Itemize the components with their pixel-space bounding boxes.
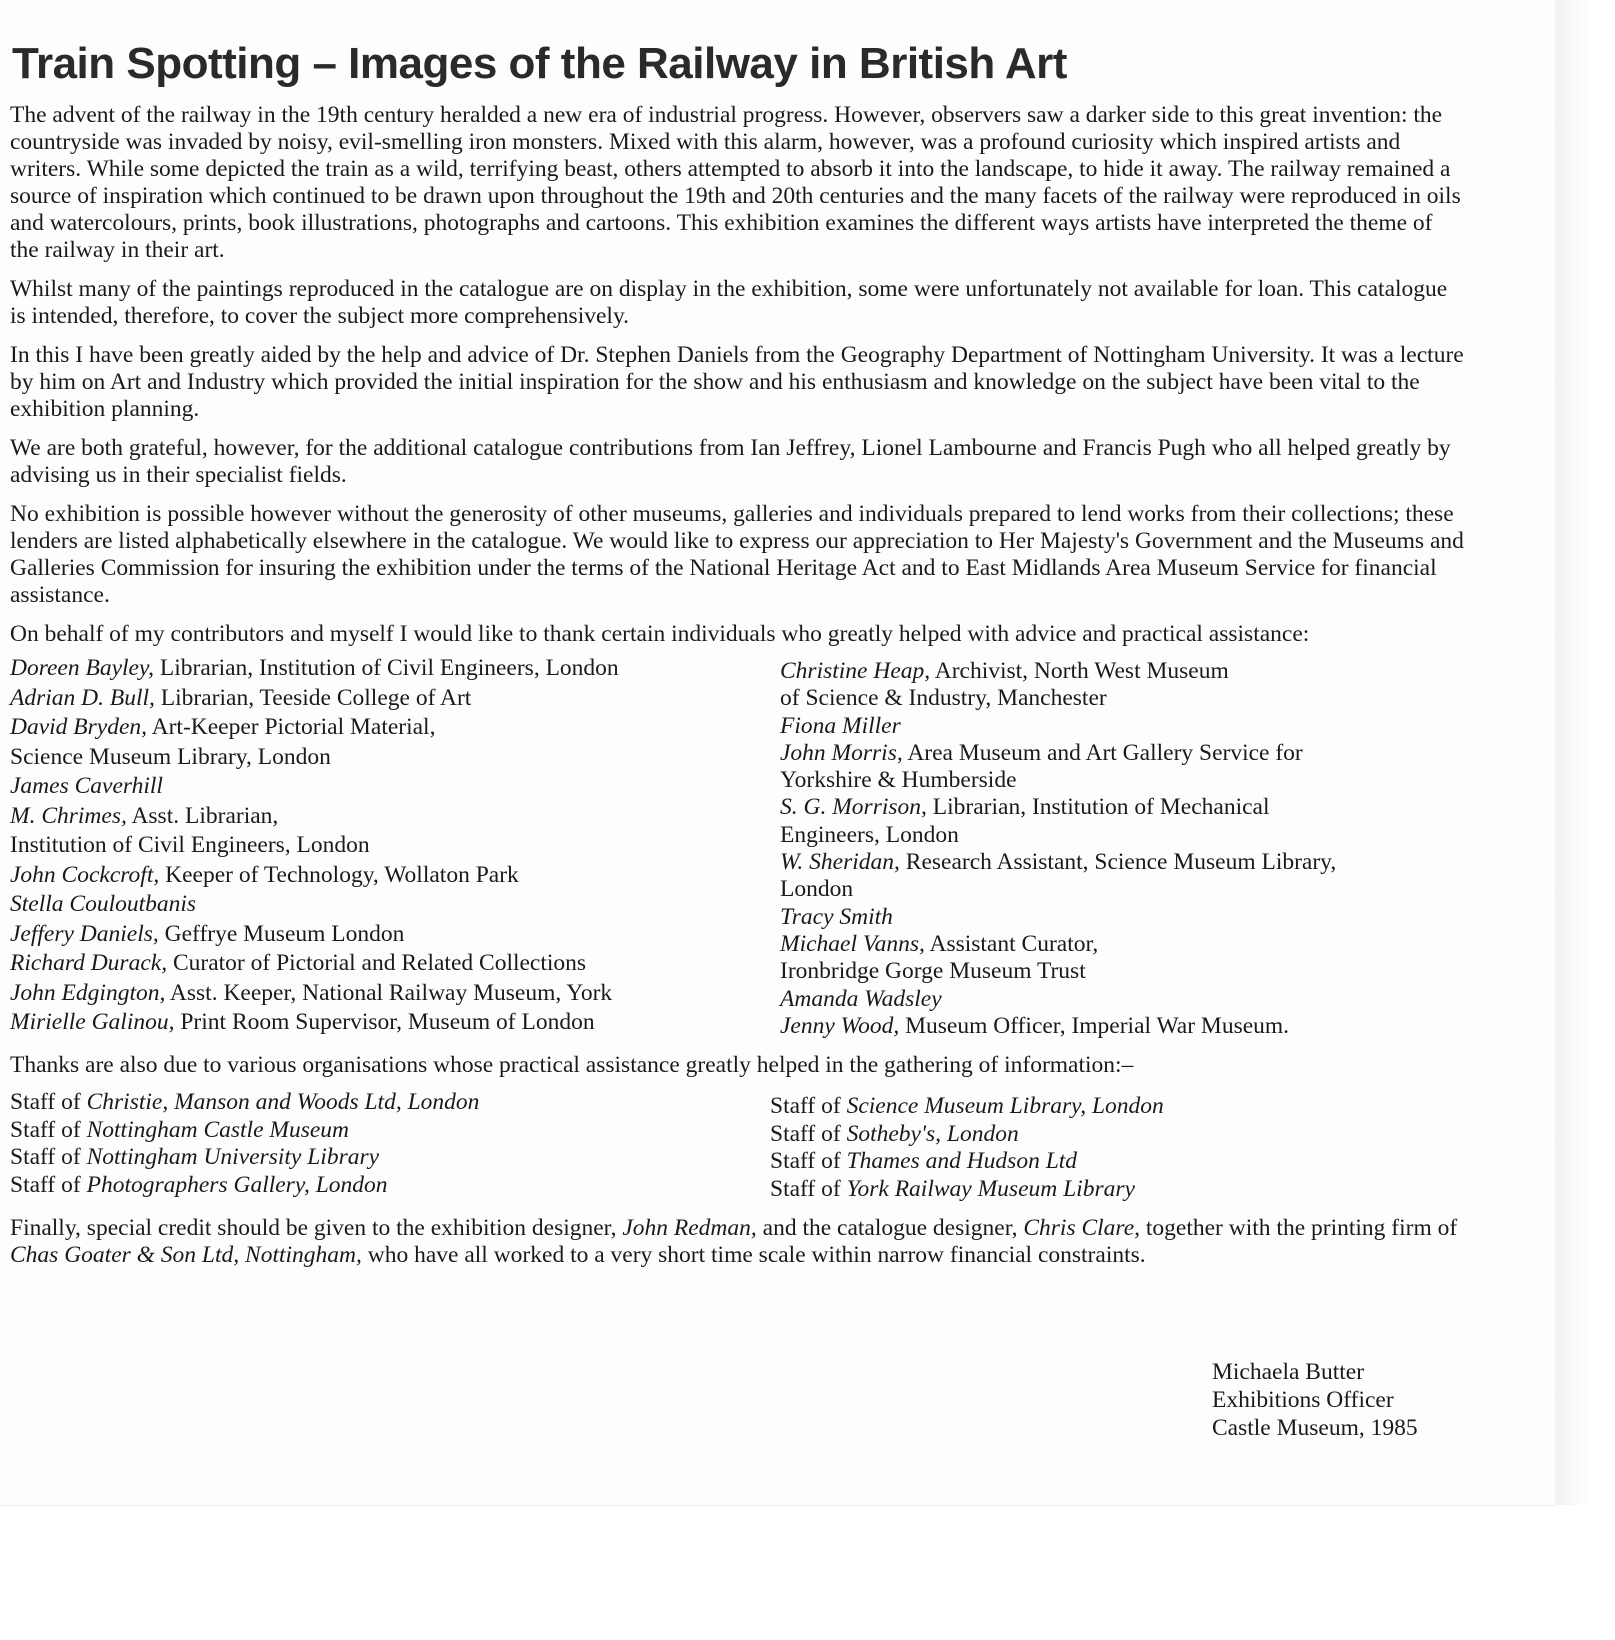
acknowledgement-entry bbox=[780, 685, 1465, 712]
organisation-name: Christie, Manson and Woods Ltd, London bbox=[86, 1089, 480, 1116]
person-name: Doreen Bayley, bbox=[10, 655, 154, 681]
acknowledgement-entry bbox=[780, 658, 1465, 685]
acknowledgement-entry bbox=[780, 958, 1465, 985]
individuals-left-column bbox=[10, 654, 780, 1040]
acknowledgement-entry bbox=[780, 931, 1465, 958]
staff-prefix: Staff of bbox=[10, 1171, 87, 1198]
acknowledgement-entry bbox=[10, 890, 780, 920]
individuals-left-list bbox=[10, 654, 780, 1038]
contributors-paragraph: We are both grateful, however, for the additional catalogue contributions from Ian Jeffrey, Lionel Lambourne and Francis Pugh who all helped greatly by advising us in their specialist fields. bbox=[10, 435, 1451, 488]
person-role: Archivist, North West Museum bbox=[930, 658, 1229, 684]
individuals-right-column bbox=[780, 654, 1465, 1040]
acknowledgement-entry bbox=[10, 920, 780, 950]
acknowledgement-entry bbox=[780, 794, 1465, 821]
organisations-left-list bbox=[10, 1089, 770, 1199]
organisation-entry bbox=[770, 1121, 1455, 1149]
person-name: M. Chrimes, bbox=[10, 802, 127, 829]
person-role: Geffrye Museum London bbox=[158, 920, 405, 947]
signature-block bbox=[1212, 1358, 1418, 1442]
staff-prefix: Staff of bbox=[10, 1116, 87, 1143]
acknowledgement-entry bbox=[10, 861, 780, 891]
person-name: Amanda Wadsley bbox=[780, 985, 942, 1012]
acknowledgement-entry bbox=[10, 979, 780, 1009]
organisation-entry bbox=[770, 1093, 1455, 1121]
acknowledgement-entry bbox=[10, 802, 780, 832]
person-name: W. Sheridan, bbox=[780, 849, 900, 876]
person-role: Asst. Librarian, bbox=[126, 802, 279, 829]
organisations-columns bbox=[10, 1089, 1465, 1203]
acknowledgement-entry bbox=[10, 831, 780, 861]
person-role: London bbox=[780, 876, 854, 903]
staff-prefix: Staff of bbox=[10, 1089, 87, 1116]
person-role: Yorkshire & Humberside bbox=[780, 767, 1017, 794]
person-name: Christine Heap, bbox=[780, 658, 931, 684]
thanks-intro-paragraph: On behalf of my contributors and myself I would like to thank certain individuals who greatly helped with advice and practical assistance: bbox=[10, 621, 1310, 647]
person-role: Assistant Curator, bbox=[924, 930, 1099, 957]
loan-paragraph: Whilst many of the paintings reproduced in the catalogue are on display in the exhibition, some were unfortunately not available for loan. This catalogue is intended, therefore, to cover the subject more comprehensively. bbox=[10, 276, 1448, 329]
page-spine-shadow bbox=[1555, 0, 1615, 1505]
staff-prefix: Staff of bbox=[770, 1093, 847, 1120]
organisation-entry bbox=[10, 1144, 770, 1172]
intro-paragraph: The advent of the railway in the 19th century heralded a new era of industrial progress. However, observers saw a darker side to this great invention: the countryside was invaded by noisy, evil-smelling iron monsters. Mixed with this alarm, however, was a profound curiosity which inspired artists and writers. While some depicted the train as a wild, terrifying beast, others attempted to absorb it into the landscape, to hide it away. The railway remained a source of inspiration which continued to be drawn upon throughout the 19th and 20th centuries and the many facets of the railway were reproduced in oils and watercolours, prints, book illustrations, photographs and cartoons. This exhibition examines the different ways artists have interpreted the theme of the railway in their art. bbox=[10, 102, 1461, 263]
page-content bbox=[10, 36, 1465, 1281]
acknowledgement-entry bbox=[780, 767, 1465, 794]
acknowledgement-entry bbox=[780, 904, 1465, 931]
person-name: Jenny Wood, bbox=[780, 1012, 900, 1039]
lenders-paragraph: No exhibition is possible however without the generosity of other museums, galleries and individuals prepared to lend works from their collections; these lenders are listed alphabetically elsewhere in the catalogue. We would like to express our appreciation to Her Majesty's Government and the Museums and Galleries Commission for insuring the exhibition under the terms of the National Heritage Act and to East Midlands Area Museum Service for financial assistance. bbox=[10, 501, 1464, 608]
person-name: Richard Durack, bbox=[10, 950, 168, 976]
person-role: of Science & Industry, Manchester bbox=[780, 685, 1107, 712]
acknowledgement-entry bbox=[780, 876, 1465, 903]
staff-prefix: Staff of bbox=[770, 1175, 847, 1202]
organisation-name: Science Museum Library, London bbox=[846, 1093, 1164, 1120]
organisation-name: Sotheby's, London bbox=[846, 1120, 1019, 1147]
acknowledgement-entry bbox=[10, 949, 780, 979]
organisation-entry bbox=[770, 1176, 1455, 1204]
person-role: Print Room Supervisor, Museum of London bbox=[174, 1009, 595, 1035]
acknowledgement-entry bbox=[10, 743, 780, 773]
organisations-left-column bbox=[10, 1089, 770, 1203]
organisation-name: Nottingham University Library bbox=[86, 1144, 380, 1171]
person-name: Mirielle Galinou, bbox=[10, 1009, 175, 1035]
credits-text-2: and the catalogue designer, bbox=[756, 1215, 1024, 1242]
acknowledgement-entry bbox=[780, 822, 1465, 849]
organisation-entry bbox=[10, 1117, 770, 1145]
catalogue-designer-name: Chris Clare, bbox=[1023, 1215, 1141, 1242]
person-role: Institution of Civil Engineers, London bbox=[10, 832, 370, 858]
person-role: Keeper of Technology, Wollaton Park bbox=[159, 861, 519, 888]
person-name: S. G. Morrison, bbox=[780, 794, 927, 821]
acknowledgement-entry bbox=[10, 772, 780, 802]
person-name: Jeffery Daniels, bbox=[10, 920, 159, 947]
acknowledgement-entry bbox=[780, 713, 1465, 740]
signature-title: Exhibitions Officer bbox=[1212, 1387, 1394, 1413]
acknowledgement-entry bbox=[780, 986, 1465, 1013]
organisation-entry bbox=[770, 1148, 1455, 1176]
acknowledgement-entry bbox=[10, 684, 780, 714]
person-name: John Cockcroft, bbox=[10, 861, 160, 888]
person-role: Ironbridge Gorge Museum Trust bbox=[780, 958, 1086, 985]
staff-prefix: Staff of bbox=[770, 1148, 847, 1175]
advisor-paragraph: In this I have been greatly aided by the help and advice of Dr. Stephen Daniels from the Geography Department of Nottingham University. It was a lecture by him on Art and Industry which provided the initial inspiration for the show and his enthusiasm and knowledge on the subject have been vital to the exhibition planning. bbox=[10, 342, 1464, 422]
person-role: Librarian, Institution of Civil Engineers, London bbox=[153, 655, 619, 681]
printer-name: Chas Goater & Son Ltd, Nottingham, bbox=[10, 1242, 362, 1269]
acknowledgement-entry bbox=[780, 849, 1465, 876]
signature-place: Castle Museum, 1985 bbox=[1212, 1415, 1418, 1441]
organisation-entry bbox=[10, 1172, 770, 1200]
organisation-name: Photographers Gallery, London bbox=[86, 1171, 388, 1198]
credits-text-3: together with the printing firm of bbox=[1140, 1215, 1458, 1242]
credits-paragraph bbox=[10, 1215, 1465, 1269]
acknowledgement-entry bbox=[10, 654, 780, 684]
person-name: John Edgington, bbox=[10, 979, 166, 1006]
person-name: Michael Vanns, bbox=[780, 930, 925, 957]
acknowledgement-entry bbox=[780, 1013, 1465, 1040]
acknowledgement-entry bbox=[10, 1008, 780, 1038]
person-role: Curator of Pictorial and Related Collections bbox=[167, 950, 587, 976]
person-name: John Morris, bbox=[780, 739, 903, 766]
person-role: Research Assistant, Science Museum Library, bbox=[899, 849, 1337, 876]
credits-text-4: who have all worked to a very short time scale within narrow financial constraints. bbox=[361, 1242, 1146, 1269]
staff-prefix: Staff of bbox=[770, 1120, 847, 1147]
exhibition-designer-name: John Redman, bbox=[622, 1215, 757, 1242]
acknowledgement-entry bbox=[780, 740, 1465, 767]
person-role: Science Museum Library, London bbox=[10, 743, 331, 770]
organisations-right-list bbox=[770, 1093, 1455, 1203]
page-title: Train Spotting – Images of the Railway in British Art bbox=[12, 39, 1067, 88]
person-role: Engineers, London bbox=[780, 821, 959, 848]
person-name: David Bryden, bbox=[10, 714, 148, 740]
person-role: Asst. Keeper, National Railway Museum, York bbox=[165, 979, 613, 1006]
person-role: Art-Keeper Pictorial Material, bbox=[147, 714, 436, 740]
person-name: Stella Couloutbanis bbox=[10, 891, 197, 917]
organisation-name: Nottingham Castle Museum bbox=[86, 1116, 350, 1143]
person-role: Area Museum and Art Gallery Service for bbox=[902, 739, 1303, 766]
organisation-name: York Railway Museum Library bbox=[846, 1175, 1135, 1202]
person-name: James Caverhill bbox=[10, 773, 163, 799]
individuals-right-list bbox=[780, 658, 1465, 1040]
credits-text-1: Finally, special credit should be given to the exhibition designer, bbox=[10, 1215, 623, 1242]
signature-name: Michaela Butter bbox=[1212, 1359, 1365, 1385]
person-role: Librarian, Institution of Mechanical bbox=[926, 794, 1270, 821]
organisation-name: Thames and Hudson Ltd bbox=[846, 1148, 1078, 1175]
organisations-right-column bbox=[770, 1089, 1455, 1203]
person-name: Tracy Smith bbox=[780, 903, 893, 930]
person-role: Librarian, Teeside College of Art bbox=[154, 684, 472, 711]
person-name: Fiona Miller bbox=[780, 712, 901, 739]
person-role: Museum Officer, Imperial War Museum. bbox=[899, 1012, 1290, 1039]
organisation-entry bbox=[10, 1089, 770, 1117]
organisations-intro-paragraph: Thanks are also due to various organisations whose practical assistance greatly helped in the gathering of information:– bbox=[10, 1052, 1134, 1079]
person-name: Adrian D. Bull, bbox=[10, 684, 155, 711]
individuals-columns bbox=[10, 654, 1465, 1040]
acknowledgement-entry bbox=[10, 713, 780, 743]
staff-prefix: Staff of bbox=[10, 1144, 87, 1171]
